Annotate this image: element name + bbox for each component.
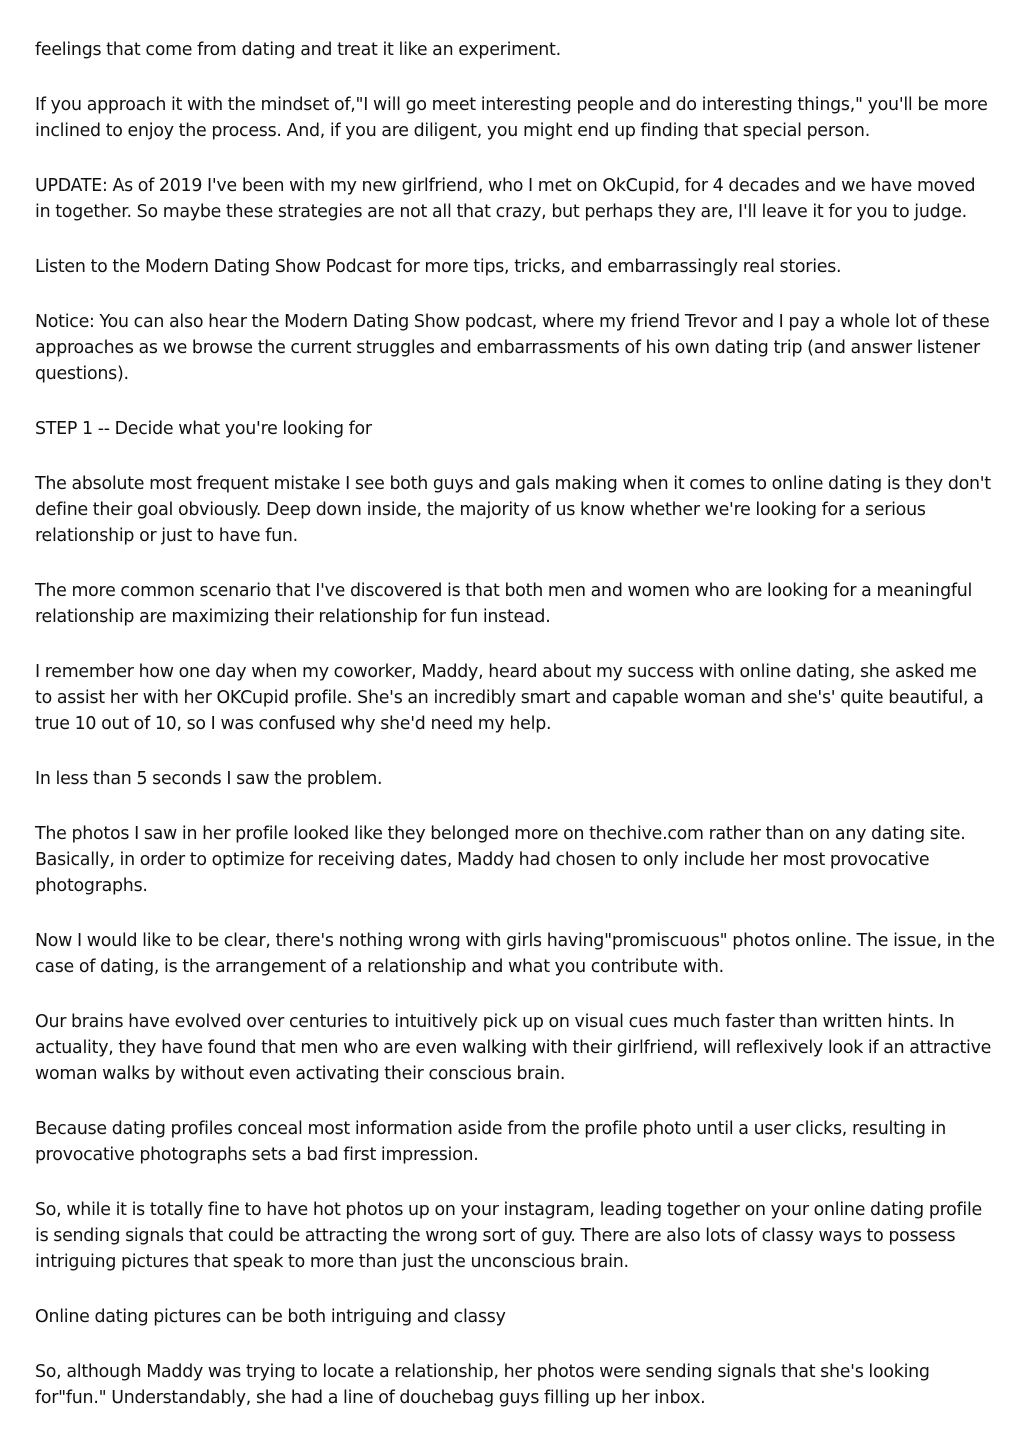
paragraph-signals: So, while it is totally fine to have hot photos up on your instagram, leading together on your online dating profile is sending signals that could be attracting the wrong sort of guy. There are also lots of classy ways to possess intriguing pictures that speak to more than just the unconscious brain. — [35, 1200, 982, 1272]
paragraph-update: UPDATE: As of 2019 I've been with my new girlfriend, who I met on OkCupid, for 4 decades and we have moved in together. So maybe these strategies are not all that crazy, but perhaps they are, I'll leave it for you to judge. — [35, 176, 976, 222]
paragraph-first-impression: Because dating profiles conceal most information aside from the profile photo until a user clicks, resulting in provocative photographs sets a bad first impression. — [35, 1119, 947, 1165]
paragraph-be-clear: Now I would like to be clear, there's nothing wrong with girls having"promiscuous" photos online. The issue, in the case of dating, is the arrangement of a relationship and what you contribute with. — [35, 931, 995, 977]
paragraph-notice: Notice: You can also hear the Modern Dating Show podcast, where my friend Trevor and I pay a whole lot of these approaches as we browse the current struggles and embarrassments of his own dating trip (and answer listener questions). — [35, 312, 990, 384]
paragraph-common-scenario: The more common scenario that I've discovered is that both men and women who are looking for a meaningful relationship are maximizing their relationship for fun instead. — [35, 581, 973, 627]
paragraph-mindset: If you approach it with the mindset of,"I will go meet interesting people and do interesting things," you'll be more inclined to enjoy the process. And, if you are diligent, you might end up finding that special person. — [35, 95, 988, 141]
paragraph-profile-photos: The photos I saw in her profile looked like they belonged more on thechive.com rather than on any dating site. Basically, in order to optimize for receiving dates, Maddy had chosen to only include her most provocative photographs. — [35, 824, 966, 896]
paragraph-podcast-promo: Listen to the Modern Dating Show Podcast for more tips, tricks, and embarrassingly real stories. — [35, 257, 842, 277]
paragraph-common-mistake: The absolute most frequent mistake I see both guys and gals making when it comes to online dating is they don't define their goal obviously. Deep down inside, the majority of us know whether we're looking for a serious relationship or just to have fun. — [35, 474, 991, 546]
paragraph-visual-cues: Our brains have evolved over centuries to intuitively pick up on visual cues much faster than written hints. In actuality, they have found that men who are even walking with their girlfriend, will reflexively look if an attractive woman walks by without even activating their conscious brain. — [35, 1012, 992, 1084]
subheading-classy-pictures: Online dating pictures can be both intriguing and classy — [35, 1307, 506, 1327]
paragraph-intro-continuation: feelings that come from dating and treat it like an experiment. — [35, 40, 561, 60]
step-1-heading: STEP 1 -- Decide what you're looking for — [35, 419, 372, 439]
paragraph-maddy-story: I remember how one day when my coworker, Maddy, heard about my success with online dating, she asked me to assist her with her OKCupid profile. She's an incredibly smart and capable woman and she's' quite beautiful, a true 10 out of 10, so I was confused why she'd need my help. — [35, 662, 984, 734]
paragraph-saw-problem: In less than 5 seconds I saw the problem. — [35, 769, 383, 789]
document-body — [35, 37, 995, 1440]
paragraph-maddy-inbox: So, although Maddy was trying to locate a relationship, her photos were sending signals that she's looking for"fun." Understandably, she had a line of douchebag guys filling up her inbox. — [35, 1362, 930, 1408]
